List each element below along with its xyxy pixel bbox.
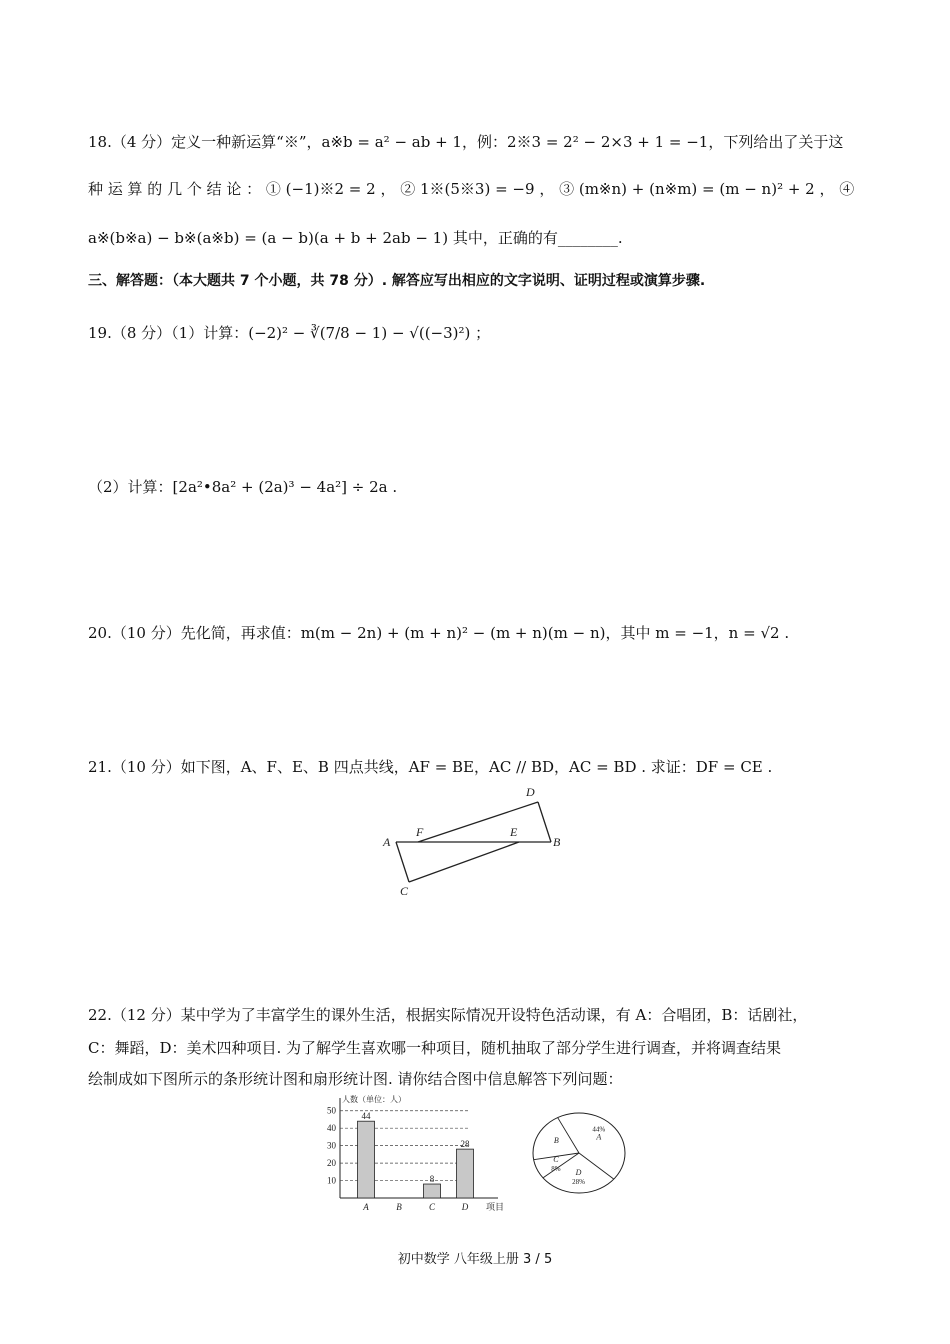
q21-text: 21.（10 分）如下图，A、F、E、B 四点共线，AF = BE，AC // BD，AC = BD . 求证：DF = CE .: [88, 758, 773, 776]
q20-text: 20.（10 分）先化简，再求值：m(m − 2n) + (m + n)² − (m + n)(m − n)，其中 m = −1，n = √2 .: [88, 624, 790, 642]
pie-label-B: B: [553, 1136, 559, 1146]
y-axis-label: 人数（单位：人）: [342, 1095, 406, 1104]
label-F: F: [416, 825, 424, 839]
bar-D: [457, 1149, 474, 1198]
q22-line1: 22.（12 分）某中学为了丰富学生的课外生活，根据实际情况开设特色活动课，有 A：合唱团，B：话剧社，: [88, 1006, 808, 1024]
bar-A: [358, 1121, 375, 1198]
section3-heading: 三、解答题：（本大题共 7 个小题，共 78 分）. 解答应写出相应的文字说明、证明过程或演算步骤.: [88, 273, 706, 289]
q21-figure: [378, 782, 578, 902]
pie-label-D: D: [575, 1167, 582, 1177]
q19-part1: 19.（8 分）（1）计算：(−2)² − ∛(7/8 − 1) − √((−3)²) ；: [88, 324, 491, 342]
y-tick-label: 30: [327, 1140, 336, 1151]
x-axis-label: 项目: [486, 1202, 505, 1212]
y-tick-label: 10: [327, 1175, 336, 1186]
x-tick-label: D: [461, 1202, 469, 1212]
label-A: A: [383, 835, 391, 849]
page-footer: 初中数学 八年级上册 3 / 5: [397, 1252, 553, 1267]
label-C: C: [400, 884, 409, 898]
q18-line3: a※(b※a) − b※(a※b) = (a − b)(a + b + 2ab − 1) 其中，正确的有________.: [88, 229, 623, 247]
y-tick-label: 20: [327, 1158, 336, 1169]
q18-line1: 18.（4 分）定义一种新运算“※”，a※b = a² − ab + 1，例：2※3 = 2² − 2×3 + 1 = −1，下列给出了关于这: [88, 133, 844, 151]
segment-AC: [396, 842, 409, 882]
label-D: D: [526, 785, 535, 799]
x-tick-label: A: [363, 1202, 369, 1212]
pie-label-C: C: [553, 1154, 559, 1164]
q19-part2: （2）计算：[2a²•8a² + (2a)³ − 4a²] ÷ 2a .: [88, 478, 398, 496]
x-tick-label: C: [428, 1202, 436, 1212]
pie-percent-A: 44%: [592, 1125, 606, 1134]
y-tick-label: 50: [327, 1105, 336, 1116]
y-tick-label: 40: [327, 1123, 336, 1134]
segment-CE: [409, 842, 519, 882]
segment-DB: [538, 802, 551, 842]
q22-line3: 绘制成如下图所示的条形统计图和扇形统计图. 请你结合图中信息解答下列问题：: [88, 1070, 623, 1088]
pie-chart: [528, 1110, 630, 1196]
q18-line2: 种 运 算 的 几 个 结 论 ： ① (−1)※2 = 2 ， ② 1※(5※3) = −9 ， ③ (m※n) + (n※m) = (m − n)² + 2 ， ④: [88, 180, 855, 198]
q22-line2: C：舞蹈，D：美术四种项目. 为了解学生喜欢哪一种项目，随机抽取了部分学生进行调查，并将调查结果: [88, 1039, 782, 1057]
label-B: B: [553, 835, 561, 849]
bar-value-label: 8: [429, 1174, 435, 1185]
bar-value-label: 28: [460, 1139, 470, 1150]
pie-label-A: A: [596, 1132, 602, 1142]
bar-C: [424, 1184, 441, 1198]
pie-percent-C: 8%: [551, 1164, 561, 1173]
x-tick-label: B: [396, 1202, 402, 1212]
pie-percent-D: 28%: [572, 1177, 585, 1186]
bar-value-label: 44: [361, 1111, 371, 1122]
bar-chart: [318, 1092, 518, 1217]
segment-FD: [418, 802, 538, 842]
label-E: E: [510, 825, 518, 839]
